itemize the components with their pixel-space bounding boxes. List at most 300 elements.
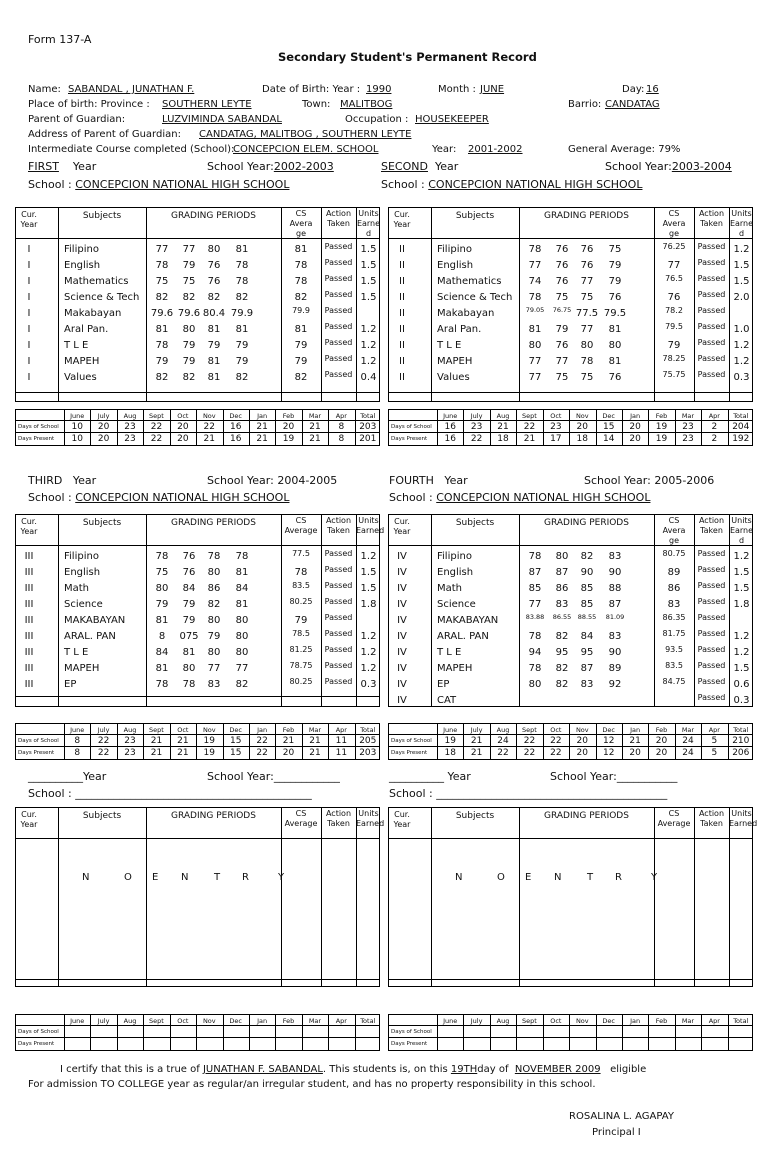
header-cur: Cur.: [394, 810, 410, 819]
units-earned: 1.5: [360, 567, 377, 578]
grade-q3: 80.4: [202, 308, 226, 319]
subject: MAPEH: [437, 663, 473, 674]
occupation-label: Occupation :: [345, 114, 409, 125]
blank-left-school: School : ___________________________________________: [28, 787, 312, 800]
subject: Values: [64, 372, 97, 383]
action-taken: Passed: [697, 645, 726, 654]
month-header: Nov: [202, 412, 216, 420]
second-year-word: SECOND: [381, 160, 428, 173]
grade-q1: 80: [528, 679, 542, 690]
third-grades-table: [15, 514, 385, 707]
fourth-grades-table: [388, 514, 753, 707]
header-units: Units: [731, 516, 752, 525]
header-cur: Cur.: [394, 517, 410, 526]
curriculum-year: III: [24, 567, 34, 578]
grade-q2: 87: [555, 567, 569, 578]
action-taken: Passed: [324, 354, 353, 363]
grade-q3: 88.55: [577, 613, 597, 621]
subject: Math: [437, 583, 463, 594]
grade-q2: 80: [182, 324, 196, 335]
cs-average: 86: [667, 583, 681, 594]
grade-q3: 78: [207, 551, 221, 562]
month-header: June: [70, 726, 85, 734]
curriculum-year: III: [24, 663, 34, 674]
grade-q2: 75: [555, 292, 569, 303]
fourth-school-year: School Year: 2005-2006: [584, 474, 715, 487]
month-header: Feb: [655, 726, 668, 734]
grade-q4: 79: [235, 340, 249, 351]
curriculum-year: III: [24, 615, 34, 626]
days-of-school-value: 22: [550, 736, 562, 746]
no-entry-letter: Y: [278, 872, 285, 883]
month-header: Feb: [282, 412, 295, 420]
grade-q3: 80: [207, 647, 221, 658]
subject: English: [437, 260, 474, 271]
month-header: Mar: [308, 726, 322, 734]
grade-q3: 80: [207, 567, 221, 578]
curriculum-year: II: [399, 308, 405, 319]
month-header: Oct: [550, 412, 562, 420]
month-header: July: [97, 1017, 110, 1025]
grade-q3: 76: [580, 244, 594, 255]
table-row: [16, 549, 379, 565]
grade-q2: 77: [555, 356, 569, 367]
days-of-school-value: 20: [655, 736, 668, 746]
subject: Filipino: [437, 244, 472, 255]
header-units: Units: [358, 516, 379, 525]
grade-q4: 83: [608, 631, 622, 642]
month-header: Oct: [550, 1017, 562, 1025]
grade-q2: 82: [555, 631, 569, 642]
days-of-school-value: 20: [177, 422, 189, 432]
days-of-school-value: 23: [124, 422, 136, 432]
days-present-value: 201: [359, 434, 377, 444]
days-present-value: 206: [732, 748, 750, 758]
header-subjects: Subjects: [455, 211, 495, 221]
grade-q2: 76: [182, 567, 196, 578]
grade-q2: 79: [182, 599, 196, 610]
subject: T L E: [64, 340, 89, 351]
table-row: [389, 242, 752, 258]
subject: ARAL. PAN: [64, 631, 116, 642]
month-header: Sept: [149, 726, 164, 734]
subject: English: [64, 260, 101, 271]
curriculum-year: I: [27, 260, 31, 271]
header-units: Units: [358, 209, 379, 218]
grade-q2: 86.55: [552, 613, 572, 621]
days-present-value: 22: [470, 434, 483, 444]
grade-q4: 81: [608, 324, 622, 335]
grade-q3: 82: [580, 551, 594, 562]
month-header: Mar: [681, 412, 695, 420]
month-header: Aug: [123, 726, 137, 734]
no-entry-letter: O: [497, 872, 505, 883]
grade-q2: 79: [182, 356, 196, 367]
cs-average: 79: [294, 356, 308, 367]
month-header: Nov: [202, 1017, 216, 1025]
grade-q4: 81: [235, 324, 249, 335]
action-taken: Passed: [324, 338, 353, 347]
units-earned: 1.2: [360, 551, 377, 562]
month-header: Dec: [229, 726, 242, 734]
days-present-value: 20: [629, 748, 641, 758]
action-taken: Passed: [697, 322, 726, 331]
blank-left-year: __________Year: [28, 770, 107, 783]
grade-q1: 77: [528, 356, 542, 367]
header-units-earne: Earne: [729, 219, 754, 228]
grade-q1: 79.6: [150, 308, 174, 319]
cs-average: 82: [294, 292, 308, 303]
grade-q1: 82: [155, 292, 169, 303]
attendance-months-row: [16, 1015, 379, 1026]
days-present-value: 20: [629, 434, 641, 444]
second-attendance-table: [388, 409, 753, 446]
header-action: Action: [325, 516, 352, 525]
action-taken: Passed: [324, 242, 353, 251]
days-present-value: 20: [576, 748, 588, 758]
grade-q2: 81: [182, 647, 196, 658]
month-header: Nov: [575, 412, 589, 420]
units-earned: 1.2: [733, 647, 750, 658]
curriculum-year: III: [24, 599, 34, 610]
principal-name: ROSALINA L. AGAPAY: [569, 1111, 674, 1122]
header-year: Year: [393, 527, 411, 536]
header-cs-avera: Avera: [662, 526, 686, 535]
curriculum-year: IV: [397, 679, 407, 690]
header-cur: Cur.: [21, 810, 37, 819]
month-header: Oct: [550, 726, 562, 734]
header-year: Year: [20, 820, 38, 829]
days-of-school-value: 20: [97, 422, 110, 432]
grade-q2: 82: [182, 372, 196, 383]
days-present-label: Days Present: [391, 750, 428, 756]
days-of-school-value: 21: [282, 736, 295, 746]
action-taken: Passed: [324, 645, 353, 654]
month-header: July: [470, 1017, 483, 1025]
no-entry-letter: N: [181, 872, 189, 883]
header-year: Year: [20, 527, 38, 536]
grade-q3: 76: [207, 260, 221, 271]
days-present-value: 203: [359, 748, 377, 758]
days-of-school-value: 5: [711, 736, 718, 746]
grade-q2: 76.75: [552, 306, 572, 314]
header-units-earned: Earned: [729, 819, 758, 828]
first-school-year: School Year:2002-2003: [207, 160, 334, 173]
days-of-school-value: 204: [732, 422, 750, 432]
days-present-row: [389, 1038, 752, 1050]
days-of-school-value: 21: [470, 736, 483, 746]
grade-q1: 79.05: [525, 306, 545, 314]
month-header: Total: [360, 726, 376, 734]
cs-average: 78: [294, 260, 308, 271]
header-cs-average: Average: [284, 526, 318, 535]
no-entry-letter: Y: [651, 872, 658, 883]
grade-q3: 90: [580, 567, 594, 578]
second-year-label: Year: [434, 160, 459, 173]
days-present-value: 16: [444, 434, 456, 444]
grade-q2: 76: [555, 260, 569, 271]
month-header: Total: [733, 726, 749, 734]
grade-q4: 77: [235, 663, 249, 674]
blank-right-school-year: School Year:___________: [550, 770, 678, 783]
curriculum-year: I: [27, 340, 31, 351]
month-header: Aug: [123, 412, 137, 420]
table-row: [16, 338, 379, 354]
curriculum-year: I: [27, 244, 31, 255]
action-taken: Passed: [324, 549, 353, 558]
days-present-label: Days Present: [391, 436, 428, 442]
days-present-row: [16, 1038, 379, 1050]
grade-q1: 8: [158, 631, 166, 642]
units-earned: 0.3: [360, 679, 377, 690]
grade-q1: 80: [155, 583, 169, 594]
grade-q4: 75: [608, 244, 622, 255]
table-row: [16, 242, 379, 258]
header-units-earne: Earne: [356, 219, 381, 228]
days-of-school-label: Days of School: [18, 738, 59, 744]
grade-q1: 81: [528, 324, 542, 335]
month-header: Sept: [149, 412, 164, 420]
table-row: [16, 370, 379, 386]
month-label: Month :: [438, 84, 476, 95]
action-taken: Passed: [697, 581, 726, 590]
header-action: Action: [698, 516, 725, 525]
subject: ARAL. PAN: [437, 631, 489, 642]
grade-q3: 77: [580, 276, 594, 287]
days-present-value: 14: [602, 434, 615, 444]
units-earned: 1.8: [360, 599, 377, 610]
days-present-value: 21: [309, 434, 321, 444]
occupation: HOUSEKEEPER: [415, 114, 489, 125]
header-year: Year: [393, 820, 411, 829]
days-present-value: 22: [523, 748, 536, 758]
grade-q4: 80: [235, 647, 249, 658]
month-header: Aug: [123, 1017, 137, 1025]
no-entry-row: [389, 872, 752, 886]
month-header: Oct: [177, 412, 189, 420]
dob-month: JUNE: [480, 84, 505, 95]
month-header: Oct: [177, 1017, 189, 1025]
action-taken: Passed: [697, 338, 726, 347]
days-of-school-value: 15: [602, 422, 615, 432]
month-header: Feb: [282, 1017, 295, 1025]
grade-q4: 90: [608, 567, 622, 578]
no-entry-letter: N: [554, 872, 562, 883]
grade-q2: 75: [182, 276, 196, 287]
grade-q2: 95: [555, 647, 569, 658]
grade-q3: 76: [207, 276, 221, 287]
days-present-value: 22: [97, 748, 110, 758]
grade-q4: 80: [608, 340, 622, 351]
action-taken: Passed: [697, 677, 726, 686]
grade-q3: 81: [207, 372, 221, 383]
days-present-row: [16, 433, 379, 445]
grade-q2: 77: [182, 244, 196, 255]
parent-label: Parent of Guardian:: [28, 114, 126, 125]
days-present-value: 22: [150, 434, 163, 444]
month-header: Jan: [257, 1017, 268, 1025]
month-header: Jan: [630, 726, 641, 734]
grade-q3: 85: [580, 583, 594, 594]
certified-day: 19TH: [450, 1064, 478, 1075]
first-school: School : CONCEPCION NATIONAL HIGH SCHOOL: [28, 178, 290, 191]
table-row: [389, 597, 752, 613]
days-of-school-label: Days of School: [18, 424, 59, 430]
cs-average: 78.75: [289, 661, 313, 670]
header-cs-average: Average: [657, 819, 691, 828]
grades-header: [16, 515, 385, 546]
grade-q4: 81: [235, 244, 249, 255]
days-present-value: 2: [711, 434, 718, 444]
blank-attendance-table: [15, 1014, 380, 1051]
grade-q1: 87: [528, 567, 542, 578]
grades-header: [389, 208, 752, 239]
grade-q4: 81: [608, 356, 622, 367]
days-of-school-value: 11: [335, 736, 348, 746]
cs-average: 77.5: [292, 549, 310, 558]
subject: Science: [64, 599, 103, 610]
table-row: [389, 354, 752, 370]
curriculum-year: II: [399, 260, 405, 271]
grade-q4: 79: [608, 276, 622, 287]
grade-q4: 81.09: [605, 613, 625, 621]
document-title: Secondary Student's Permanent Record: [278, 50, 537, 64]
curriculum-year: IV: [397, 583, 407, 594]
month-header: June: [70, 412, 85, 420]
grade-q4: 89: [608, 663, 622, 674]
subject: MAKABAYAN: [64, 615, 126, 626]
days-of-school-value: 210: [732, 736, 750, 746]
header-cur: Cur.: [394, 210, 410, 219]
no-entry-letter: O: [124, 872, 132, 883]
action-taken: Passed: [324, 306, 353, 315]
header-cs: CS: [295, 809, 307, 818]
days-of-school-value: 23: [470, 422, 483, 432]
grades-header: [16, 208, 379, 239]
curriculum-year: IV: [397, 695, 407, 706]
month-header: Aug: [496, 726, 510, 734]
header-grading-periods: GRADING PERIODS: [544, 518, 629, 528]
grade-q1: 79: [155, 599, 169, 610]
days-present-value: 22: [550, 748, 562, 758]
curriculum-year: IV: [397, 551, 407, 562]
units-earned: 1.2: [733, 551, 750, 562]
table-row: [16, 645, 379, 661]
units-earned: 1.5: [733, 260, 750, 271]
cs-average: 78.5: [292, 629, 310, 638]
table-row: [389, 338, 752, 354]
grade-q4: 79: [235, 356, 249, 367]
days-present-value: 5: [711, 748, 718, 758]
grade-q4: 79.5: [603, 308, 627, 319]
grade-q3: 75: [580, 292, 594, 303]
days-of-school-value: 21: [177, 736, 189, 746]
form-label: Form 137-A: [28, 33, 92, 46]
days-of-school-value: 21: [497, 422, 509, 432]
units-earned: 0.6: [733, 679, 750, 690]
header-units-d: d: [738, 229, 745, 238]
days-of-school-value: 23: [550, 422, 562, 432]
grade-q1: 79: [155, 356, 169, 367]
grade-q4: 87: [608, 599, 622, 610]
table-row: [16, 629, 379, 645]
header-action: Action: [698, 809, 725, 818]
grade-q4: 79: [608, 260, 622, 271]
units-earned: 1.2: [360, 340, 377, 351]
principal-title: Principal I: [592, 1127, 641, 1138]
action-taken: Passed: [324, 661, 353, 670]
grade-q1: 78: [155, 260, 169, 271]
fourth-year-word: FOURTH: [389, 474, 434, 487]
grade-q2: 75: [555, 372, 569, 383]
grade-q2: 76: [555, 244, 569, 255]
dob-day: 16: [646, 84, 659, 95]
curriculum-year: II: [399, 292, 405, 303]
parent: LUZVIMINDA SABANDAL: [162, 114, 282, 125]
curriculum-year: III: [24, 551, 34, 562]
month-header: Jan: [630, 412, 641, 420]
no-entry-letter: N: [455, 872, 463, 883]
header-cur: Cur.: [21, 517, 37, 526]
pob-label: Place of birth: Province :: [28, 99, 150, 110]
days-of-school-value: 22: [523, 422, 536, 432]
table-row: [389, 258, 752, 274]
month-header: Sept: [522, 1017, 537, 1025]
grade-q3: 87: [580, 663, 594, 674]
units-earned: 1.2: [360, 356, 377, 367]
grade-q2: 80: [555, 551, 569, 562]
header-units: Units: [731, 809, 752, 818]
grade-q3: 79: [207, 631, 221, 642]
subject: T L E: [437, 340, 462, 351]
days-of-school-value: 12: [602, 736, 615, 746]
action-taken: Passed: [697, 274, 726, 283]
cs-average: 78: [294, 567, 308, 578]
no-entry-letter: T: [214, 872, 221, 883]
grade-q1: 82: [155, 372, 169, 383]
cs-average: 80.75: [662, 549, 686, 558]
blank-right-year: __________ Year: [389, 770, 471, 783]
table-row: [16, 581, 379, 597]
units-earned: 0.4: [360, 372, 377, 383]
days-of-school-value: 24: [682, 736, 694, 746]
header-units-d: d: [738, 536, 745, 545]
days-of-school-value: 16: [444, 422, 456, 432]
days-of-school-value: 22: [150, 422, 163, 432]
days-of-school-label: Days of School: [391, 1029, 432, 1035]
days-present-label: Days Present: [18, 750, 55, 756]
table-row: [389, 549, 752, 565]
units-earned: 1.8: [733, 599, 750, 610]
action-taken: Passed: [697, 613, 726, 622]
subject: Makabayan: [437, 308, 495, 319]
table-row: [389, 322, 752, 338]
header-action-taken: Taken: [700, 819, 723, 828]
third-year-word: THIRD: [28, 474, 63, 487]
header-cs: CS: [668, 209, 680, 218]
first-attendance-table: [15, 409, 380, 446]
grade-q2: 82: [182, 292, 196, 303]
days-present-value: 23: [124, 434, 136, 444]
student-name: SABANDAL , JUNATHAN F.: [68, 84, 195, 95]
cs-average: 79: [294, 340, 308, 351]
header-action-taken: Taken: [327, 219, 350, 228]
month-header: Total: [360, 412, 376, 420]
grades-header: [389, 515, 752, 546]
blank-left-grades-table: [15, 807, 385, 987]
header-grading-periods: GRADING PERIODS: [544, 211, 629, 221]
subject: MAPEH: [64, 663, 100, 674]
